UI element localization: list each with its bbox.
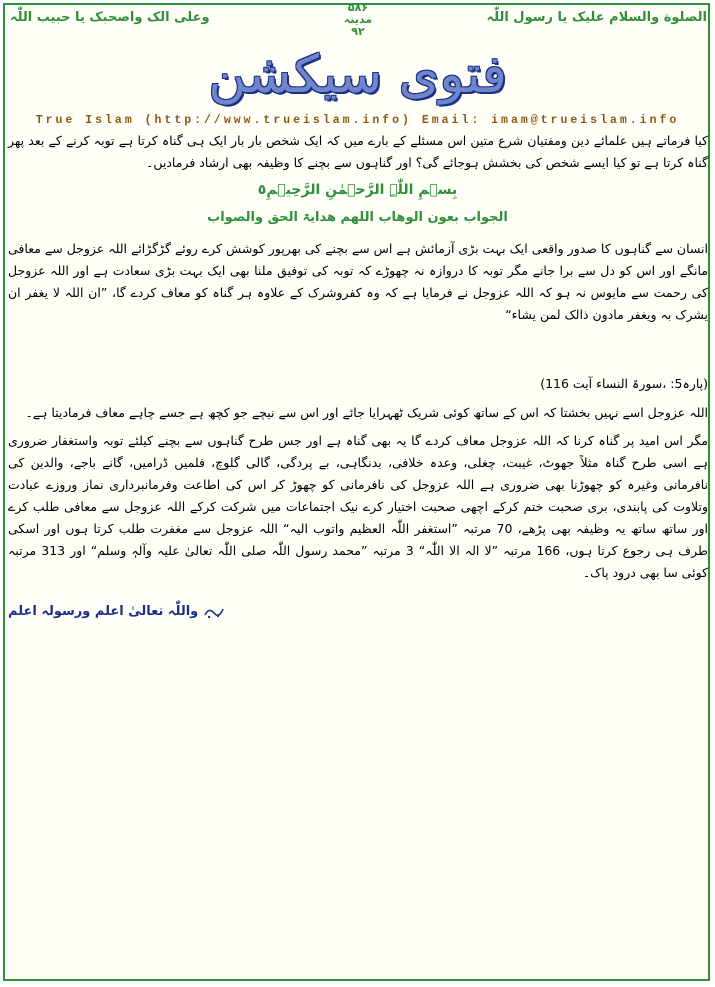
salutation-left: وعلی الک واصحبک یا حبیب اللّٰہ [10, 10, 210, 25]
contact-line: True Islam (http://www.trueislam.info) Email: imam@trueislam.info [35, 114, 680, 127]
closing-line [8, 604, 225, 619]
location-label: مدینہ [343, 13, 373, 26]
answer-paragraph-1: انسان سے گناہوں کا صدور واقعی ایک بہت بڑی آزمائش ہے اس سے بچنے کی بھرپور کوشش کرے روئے گڑگڑائے اللہ عزوجل سے معافی مانگے اور اس کو دل سے برا جانے مگر توبہ کا دروازہ نہ چھوڑے کہ توبہ کی توفیق ملنا بھی ایک بہت بڑی سعادت ہے اور اللہ عزوجل کی رحمت سے مایوس نہ ہو کہ اللہ عزوجل نے فرمایا ہے کہ وہ کفروشرک کے علاوہ ہر گناہ کو معاف کردے گا، ”ان اللہ لا یغفر ان یشرک بہ ویغفر مادون ذالک لمن یشاء“ [8, 241, 708, 322]
answer-heading: الجواب بعون الوھاب اللھم ھدایۃ الحق والصواب [207, 210, 508, 225]
question-text: کیا فرماتے ہیں علمائے دین ومفتیان شرع متین اس مسئلے کے بارے میں کہ ایک شخص بار بار ایک ہی گناہ کرتا ہے توبہ کرنے کے بعد پھر گناہ کرتا ہے تو کیا ایسے شخص کی بخشش ہوجائے گی؟ اور گناہوں سے بچنے کا وظیفہ بھی ارشاد فرمادیں۔ [8, 133, 708, 170]
page-number: ۵۸۶ [347, 1, 369, 14]
salutation-right: الصلوة والسلام علیک یا رسول اللّٰہ [486, 10, 707, 25]
answer-paragraph-2: اللہ عزوجل اسے نہیں بخشتا کہ اس کے ساتھ کوئی شریک ٹھہرایا جائے اور اس سے نیچے جو کچھ ہے جسے چاہے معاف فرمادیتا ہے۔ [25, 405, 708, 420]
reference-citation: (پارہ5: ،سورۃ النساء آیت 116) [540, 376, 708, 391]
page-header [0, 2, 715, 40]
bismillah: بِسۡمِ اللّٰہِ الرَّحۡمٰنِ الرَّحِیۡمِ٥ [257, 182, 458, 198]
jalla-jalaluhu-ligature-icon [203, 605, 225, 619]
closing-text: واللّٰہ تعالیٰ اعلم ورسولہ اعلم [8, 604, 199, 619]
page-number-sub: ۹۲ [351, 25, 365, 38]
page-title: فتوی سیکشن [208, 45, 507, 105]
page-number-block [332, 2, 384, 38]
answer-paragraph-3: مگر اس امید پر گناہ کرنا کہ اللہ عزوجل معاف کردے گا یہ بھی گناہ ہے اور جس طرح گناہوں سے بچنے کیلئے توبہ واستغفار ضروری ہے اسی طرح گناہ مثلاً جھوٹ، غیبت، چغلی، وعدہ خلافی، بدنگاہی، بے پردگی، گالی گلوچ، فلمیں ڈرامیں، گانے باجے، والدین کی نافرمانی وغیرہ کو چھوڑنا بھی ضروری ہے اللہ عزوجل کی نافرمانی کو چھوڑ کر اس کی اطاعت وفرمانبرداری نماز وروزے عبادت وتلاوت کی پابندی، بری صحبت ختم کرکے اچھی صحبت اختیار کرے نیک اجتماعات میں شرکت کرکے اللہ عزوجل سے معافی طلب کرے اور ساتھ ساتھ یہ وظیفہ بھی پڑھے، 70 مرتبہ ”استغفر اللّٰہ العظیم واتوب الیہ“ اللہ عزوجل سے مغفرت طلب کرتا ہوں اور اسکی طرف ہی رجوع کرتا ہوں، 166 مرتبہ ”لا الہ الا اللّٰہ“ 3 مرتبہ ”محمد رسول اللّٰہ صلی اللّٰہ تعالیٰ علیہ وآلہٖ وسلم“ اور 313 مرتبہ کوئی سا بھی درود پاک۔ [8, 433, 709, 580]
